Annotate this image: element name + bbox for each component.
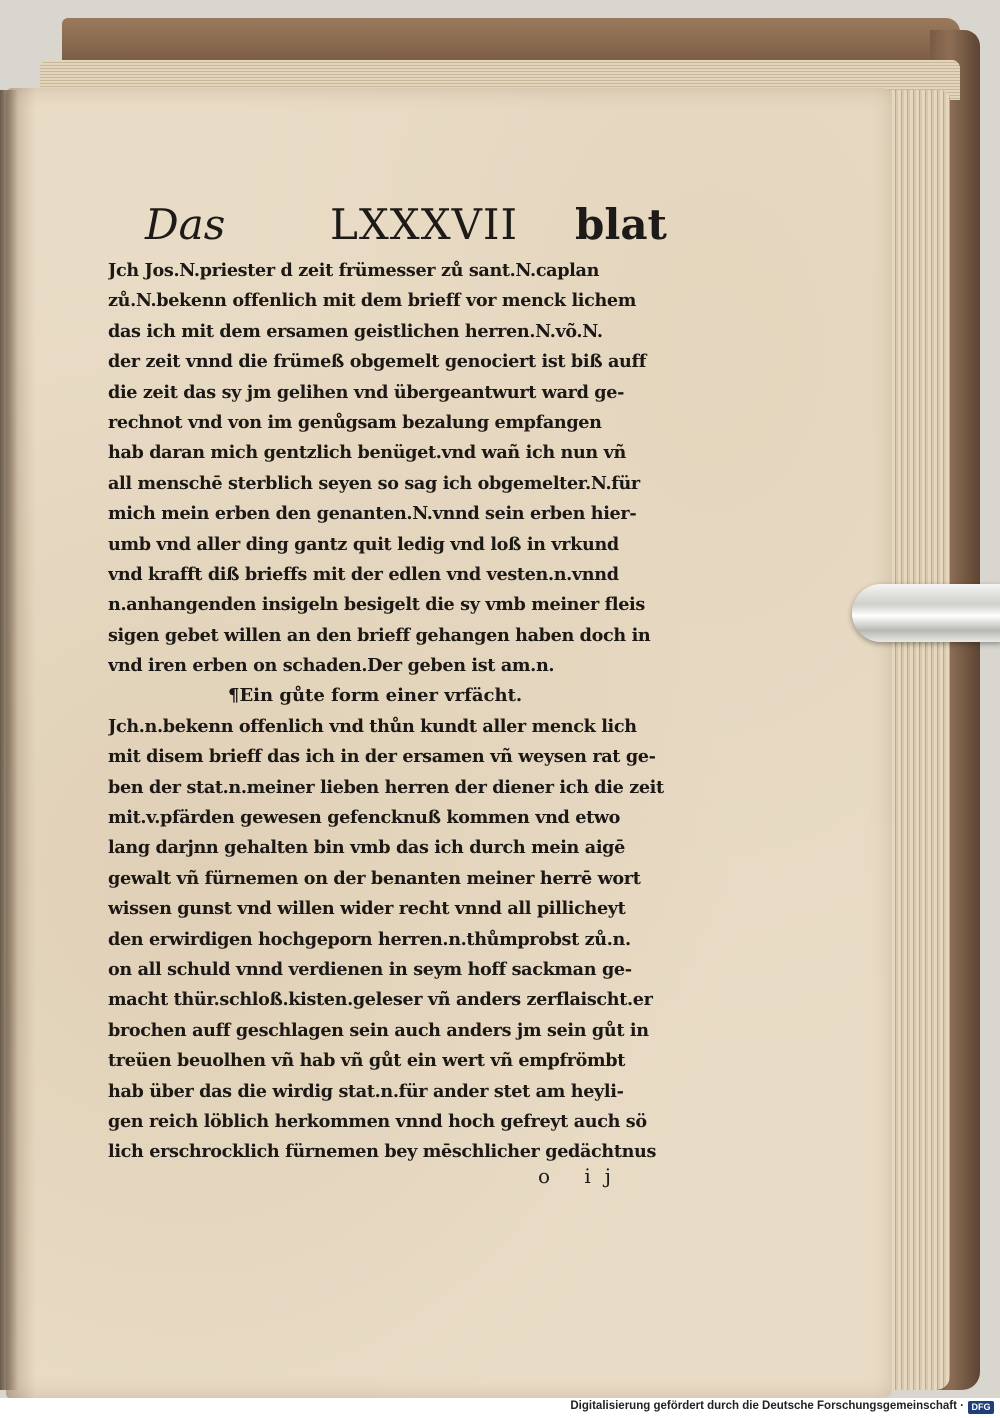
text-line: hab daran mich gentzlich benüget.vnd wañ ich nun vñ — [108, 442, 626, 464]
text-line: Jch.n.bekenn offenlich vnd thůn kundt aller menck lich — [108, 715, 637, 737]
text-line: mit disem brieff das ich in der ersamen vñ weysen rat ge- — [108, 746, 656, 768]
text-line: den erwirdigen hochgeporn herren.n.thůmprobst zů.n. — [108, 928, 631, 950]
text-line: gewalt vñ fürnemen on der benanten meiner herrē wort — [108, 867, 641, 889]
dfg-logo: DFG — [968, 1401, 994, 1414]
paragraph-1 — [108, 256, 698, 681]
text-line: zů.N.bekenn offenlich mit dem brieff vor menck lichem — [108, 290, 637, 312]
text-line: gen reich löblich herkommen vnnd hoch gefreyt auch sö — [108, 1110, 647, 1132]
text-line: n.anhangenden insigeln besigelt die sy vmb meiner fleis — [108, 594, 645, 616]
main-text — [108, 256, 698, 1168]
text-line: der zeit vnnd die frümeß obgemelt genociert ist biß auff — [108, 351, 646, 373]
text-line: mich mein erben den genanten.N.vnnd sein erben hier- — [108, 503, 637, 525]
text-line: wissen gunst vnd willen wider recht vnnd all pillicheyt — [108, 898, 626, 920]
paragraph-2 — [108, 712, 698, 1168]
footer-bar — [0, 1398, 1000, 1418]
section-heading: ¶Ein gůte form einer vrfächt. — [228, 685, 523, 707]
glass-page-weight — [852, 584, 1000, 642]
text-line: die zeit das sy jm gelihen vnd übergeantwurt ward ge- — [108, 381, 625, 403]
text-line: umb vnd aller ding gantz quit ledig vnd loß in vrkund — [108, 533, 619, 555]
text-line: vnd iren erben on schaden.Der geben ist am.n. — [108, 655, 555, 677]
header-left: Das — [145, 200, 226, 249]
text-line: brochen auff geschlagen sein auch anders jm sein gůt in — [108, 1019, 649, 1041]
folio-number: LXXXVII — [330, 200, 519, 249]
text-line: lich erschrocklich fürnemen bey mēschlicher gedächtnus — [108, 1141, 657, 1163]
text-line: hab über das die wirdig stat.n.für ander stet am heyli- — [108, 1080, 624, 1102]
page-header — [145, 200, 665, 260]
text-line: all menschē sterblich seyen so sag ich obgemelter.N.für — [108, 472, 640, 494]
text-line: ben der stat.n.meiner lieben herren der diener ich die zeit — [108, 776, 664, 798]
text-line: on all schuld vnnd verdienen in seym hoff sackman ge- — [108, 958, 632, 980]
text-line: treüen beuolhen vñ hab vñ gůt ein wert vñ empfrömbt — [108, 1050, 626, 1072]
spine-shadow — [0, 90, 18, 1390]
funding-credit: Digitalisierung gefördert durch die Deutsche Forschungsgemeinschaft · — [570, 1400, 964, 1412]
text-line: mit.v.pfärden gewesen gefencknuß kommen vnd etwo — [108, 807, 621, 829]
text-line: lang darjnn gehalten bin vmb das ich durch mein aigē — [108, 837, 625, 859]
text-line: macht thür.schloß.kisten.geleser vñ anders zerflaischt.er — [108, 989, 653, 1011]
text-line: Jch Jos.N.priester d zeit frümesser zů sant.N.caplan — [108, 260, 600, 281]
text-line: das ich mit dem ersamen geistlichen herren.N.võ.N. — [108, 320, 603, 342]
header-right: blat — [575, 200, 667, 249]
text-line: vnd krafft diß brieffs mit der edlen vnd vesten.n.vnnd — [108, 563, 619, 585]
text-line: sigen gebet willen an den brieff gehangen haben doch in — [108, 624, 651, 646]
signature-mark: o ij — [538, 1164, 625, 1188]
text-line: rechnot vnd von im genůgsam bezalung empfangen — [108, 411, 602, 433]
